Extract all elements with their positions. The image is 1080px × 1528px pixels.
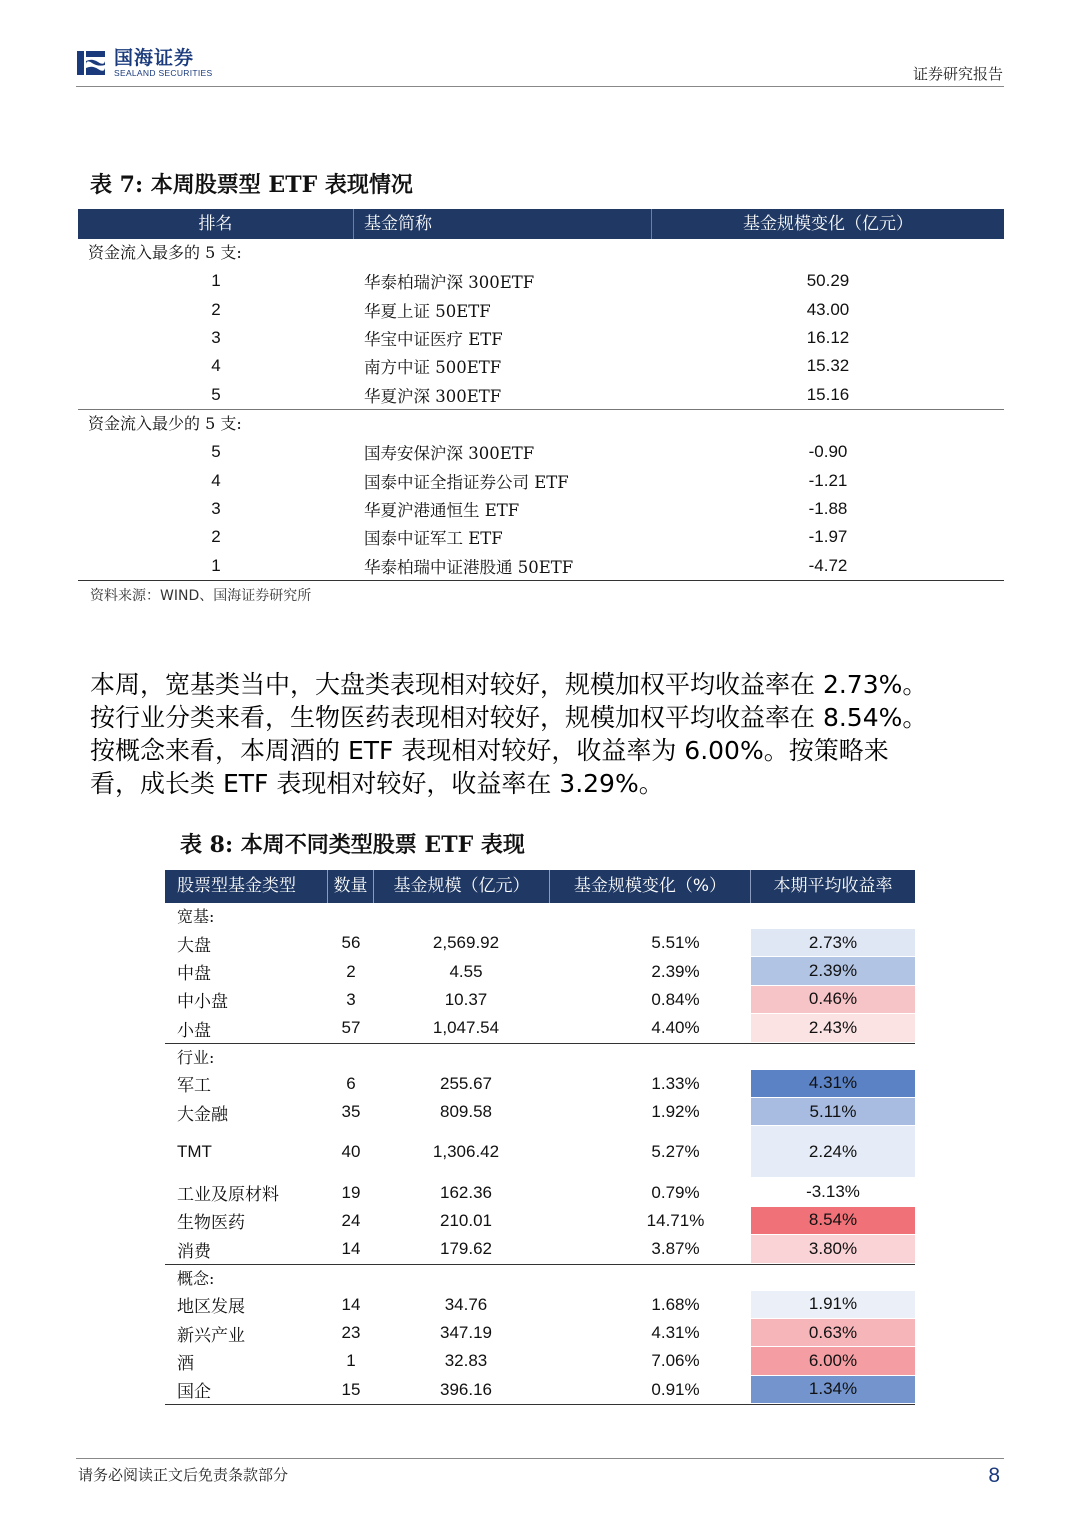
footer-divider xyxy=(76,1458,1004,1459)
fund-type-cell: 生物医药 xyxy=(177,1213,245,1234)
fund-name-cell: 华泰柏瑞中证港股通 50ETF xyxy=(364,557,574,577)
return-cell: 0.63% xyxy=(751,1319,915,1347)
return-cell: 8.54% xyxy=(751,1207,915,1235)
fund-size-cell: 179.62 xyxy=(440,1239,492,1259)
return-cell: 1.34% xyxy=(751,1376,915,1404)
fund-name-cell: 华泰柏瑞沪深 300ETF xyxy=(364,273,535,293)
count-cell: 40 xyxy=(341,1142,361,1162)
table8-section-label: 宽基: xyxy=(177,907,215,926)
fund-type-cell: 国企 xyxy=(177,1382,211,1403)
footer-disclaimer: 请务必阅读正文后免责条款部分 xyxy=(78,1466,289,1484)
size-change-cell: -1.21 xyxy=(808,470,848,490)
rank-cell: 5 xyxy=(211,442,221,462)
fund-size-cell: 255.67 xyxy=(440,1073,492,1093)
fund-size-cell: 1,306.42 xyxy=(432,1142,500,1162)
return-cell: 2.73% xyxy=(751,929,915,957)
fund-name-cell: 国泰中证全指证券公司 ETF xyxy=(364,472,569,492)
table7-section-label: 资金流入最多的 5 支: xyxy=(88,243,242,262)
fund-type-cell: 酒 xyxy=(177,1353,194,1374)
count-cell: 24 xyxy=(341,1210,361,1230)
sealand-logo-icon xyxy=(76,48,106,78)
return-cell: 2.24% xyxy=(751,1126,915,1178)
fund-type-cell: 小盘 xyxy=(177,1020,211,1041)
table-row xyxy=(165,986,915,1014)
table-row xyxy=(165,1319,915,1347)
table8-col-count: 数量 xyxy=(328,870,374,903)
fund-name-cell: 国泰中证军工 ETF xyxy=(364,529,503,549)
size-change-cell: -4.72 xyxy=(808,555,848,575)
size-change-cell: 3.87% xyxy=(651,1239,700,1259)
fund-size-cell: 32.83 xyxy=(444,1351,488,1371)
fund-size-cell: 210.01 xyxy=(440,1210,492,1230)
rank-cell: 3 xyxy=(211,498,221,518)
return-cell: 5.11% xyxy=(751,1098,915,1126)
rank-cell: 5 xyxy=(211,384,221,404)
table8-col-size-change: 基金规模变化（%） xyxy=(550,870,751,903)
rank-cell: 4 xyxy=(211,470,221,490)
table8-title xyxy=(180,828,525,859)
paragraph-line: 按概念来看，本周酒的 ETF 表现相对较好，收益率为 6.00%。按策略来 xyxy=(90,736,889,765)
size-change-cell: 1.33% xyxy=(651,1073,700,1093)
fund-type-cell: 新兴产业 xyxy=(177,1325,245,1346)
size-change-cell: 15.16 xyxy=(806,384,850,404)
return-cell: 6.00% xyxy=(751,1347,915,1375)
size-change-cell: -1.97 xyxy=(808,527,848,547)
size-change-cell: 0.79% xyxy=(651,1182,700,1202)
table-row xyxy=(165,1376,915,1404)
fund-type-cell: 消费 xyxy=(177,1241,211,1262)
fund-size-cell: 347.19 xyxy=(440,1323,492,1343)
count-cell: 56 xyxy=(341,933,361,953)
fund-name-cell: 国寿安保沪深 300ETF xyxy=(364,444,535,464)
table-row xyxy=(165,957,915,985)
rank-cell: 2 xyxy=(211,527,221,547)
fund-name-cell: 华夏沪港通恒生 ETF xyxy=(364,500,520,520)
table8-header-row xyxy=(165,870,915,903)
table-row xyxy=(165,1291,915,1319)
return-cell: 0.46% xyxy=(751,986,915,1014)
table8-col-return: 本期平均收益率 xyxy=(773,876,893,896)
table7-bottom-border xyxy=(78,580,1004,581)
size-change-cell: 14.71% xyxy=(646,1210,705,1230)
size-change-cell: 4.31% xyxy=(651,1323,700,1343)
size-change-cell: 16.12 xyxy=(806,327,850,347)
fund-type-cell: 军工 xyxy=(177,1076,211,1097)
fund-type-cell: 工业及原材料 xyxy=(177,1185,279,1206)
table8-title-prefix: 表 8: xyxy=(180,832,234,858)
count-cell: 57 xyxy=(341,1018,361,1038)
size-change-cell: 0.84% xyxy=(651,989,700,1009)
return-cell: 2.39% xyxy=(751,957,915,985)
fund-type-cell: 中盘 xyxy=(177,964,211,985)
size-change-cell: -0.90 xyxy=(808,442,848,462)
table-row xyxy=(165,1098,915,1126)
table7-title xyxy=(90,168,413,199)
size-change-cell: 50.29 xyxy=(806,271,850,291)
body-paragraph xyxy=(90,668,1025,800)
size-change-cell: 1.92% xyxy=(651,1102,700,1122)
fund-size-cell: 2,569.92 xyxy=(432,933,500,953)
fund-name-cell: 华夏沪深 300ETF xyxy=(364,386,502,406)
table7-title-text: 本周股票型 ETF 表现情况 xyxy=(150,172,413,198)
count-cell: 23 xyxy=(341,1323,361,1343)
table8-col-type: 股票型基金类型 xyxy=(165,870,328,903)
page-header xyxy=(0,0,1080,90)
table8-col-size: 基金规模（亿元） xyxy=(374,870,550,903)
rank-cell: 1 xyxy=(211,271,221,291)
fund-size-cell: 34.76 xyxy=(444,1294,488,1314)
table7-header-row xyxy=(78,209,1004,239)
report-type-label: 证券研究报告 xyxy=(912,65,1003,83)
fund-type-cell: 中小盘 xyxy=(177,992,228,1013)
return-cell: 1.91% xyxy=(751,1291,915,1319)
fund-name-cell: 华夏上证 50ETF xyxy=(364,301,491,321)
header-divider xyxy=(76,86,1004,87)
return-cell: 2.43% xyxy=(751,1014,915,1042)
table-row xyxy=(165,1126,915,1178)
size-change-cell: 7.06% xyxy=(651,1351,700,1371)
fund-name-cell: 南方中证 500ETF xyxy=(364,358,502,378)
paragraph-line: 按行业分类来看，生物医药表现相对较好，规模加权平均收益率在 8.54%。 xyxy=(90,703,928,732)
rank-cell: 4 xyxy=(211,356,221,376)
count-cell: 14 xyxy=(341,1239,361,1259)
count-cell: 3 xyxy=(346,989,356,1009)
table-row xyxy=(78,523,1004,551)
table-row xyxy=(165,1207,915,1235)
table8-section-label: 行业: xyxy=(177,1047,215,1067)
size-change-cell: 5.27% xyxy=(651,1142,700,1162)
size-change-cell: 15.32 xyxy=(806,356,850,376)
page-number: 8 xyxy=(988,1464,1000,1487)
size-change-cell: 5.51% xyxy=(651,933,700,953)
company-logo xyxy=(76,48,212,78)
rank-cell: 1 xyxy=(211,555,221,575)
count-cell: 1 xyxy=(346,1351,356,1371)
table-row xyxy=(78,495,1004,523)
table-row xyxy=(165,1235,915,1263)
table8-bottom-border xyxy=(165,1404,915,1405)
fund-type-cell: 大金融 xyxy=(177,1104,228,1125)
fund-type-cell: 地区发展 xyxy=(177,1297,245,1318)
table-row xyxy=(78,295,1004,323)
table-row xyxy=(78,324,1004,352)
count-cell: 35 xyxy=(341,1102,361,1122)
size-change-cell: 43.00 xyxy=(806,299,850,319)
fund-size-cell: 809.58 xyxy=(440,1102,492,1122)
table7-col-change: 基金规模变化（亿元） xyxy=(743,214,913,234)
table8-body xyxy=(165,903,915,1405)
table7-body xyxy=(78,239,1004,580)
table7 xyxy=(78,209,1004,581)
table-row xyxy=(78,381,1004,409)
table8-section-label: 概念: xyxy=(177,1268,215,1288)
fund-size-cell: 10.37 xyxy=(444,989,488,1009)
fund-size-cell: 162.36 xyxy=(440,1182,492,1202)
count-cell: 6 xyxy=(346,1073,356,1093)
fund-size-cell: 396.16 xyxy=(440,1379,492,1399)
count-cell: 14 xyxy=(341,1294,361,1314)
table-row xyxy=(165,1347,915,1375)
size-change-cell: 4.40% xyxy=(651,1018,700,1038)
count-cell: 15 xyxy=(341,1379,361,1399)
table7-title-prefix: 表 7: xyxy=(90,172,144,198)
table-row xyxy=(165,1070,915,1098)
size-change-cell: 0.91% xyxy=(651,1379,700,1399)
table-row xyxy=(78,552,1004,580)
table7-source: 资料来源：WIND、国海证券研究所 xyxy=(90,588,312,604)
table7-col-name: 基金简称 xyxy=(354,209,652,239)
logo-english-name: SEALAND SECURITIES xyxy=(114,68,213,78)
size-change-cell: 2.39% xyxy=(651,961,700,981)
table8 xyxy=(165,870,915,1405)
table-row xyxy=(165,1014,915,1042)
fund-type-cell: 大盘 xyxy=(177,935,211,956)
count-cell: 2 xyxy=(346,961,356,981)
fund-type-cell: TMT xyxy=(177,1142,212,1162)
return-cell: 4.31% xyxy=(751,1070,915,1098)
table8-title-text: 本周不同类型股票 ETF 表现 xyxy=(240,832,525,858)
fund-name-cell: 华宝中证医疗 ETF xyxy=(364,329,503,349)
paragraph-line: 本周，宽基类当中，大盘类表现相对较好，规模加权平均收益率在 2.73%。 xyxy=(90,670,928,699)
table-row xyxy=(78,267,1004,295)
table-row xyxy=(165,929,915,957)
count-cell: 19 xyxy=(341,1182,361,1202)
return-cell: -3.13% xyxy=(751,1178,915,1206)
rank-cell: 3 xyxy=(211,327,221,347)
fund-size-cell: 1,047.54 xyxy=(432,1018,500,1038)
paragraph-line: 看，成长类 ETF 表现相对较好，收益率在 3.29%。 xyxy=(90,769,664,798)
table-row xyxy=(78,466,1004,494)
return-cell: 3.80% xyxy=(751,1235,915,1263)
size-change-cell: 1.68% xyxy=(651,1294,700,1314)
table7-col-rank: 排名 xyxy=(78,209,354,239)
fund-size-cell: 4.55 xyxy=(449,961,483,981)
table-row xyxy=(78,438,1004,466)
table7-section-label: 资金流入最少的 5 支: xyxy=(88,413,242,433)
size-change-cell: -1.88 xyxy=(808,498,848,518)
table-row xyxy=(165,1178,915,1206)
logo-chinese-name: 国海证券 xyxy=(114,47,195,69)
rank-cell: 2 xyxy=(211,299,221,319)
table-row xyxy=(78,352,1004,380)
